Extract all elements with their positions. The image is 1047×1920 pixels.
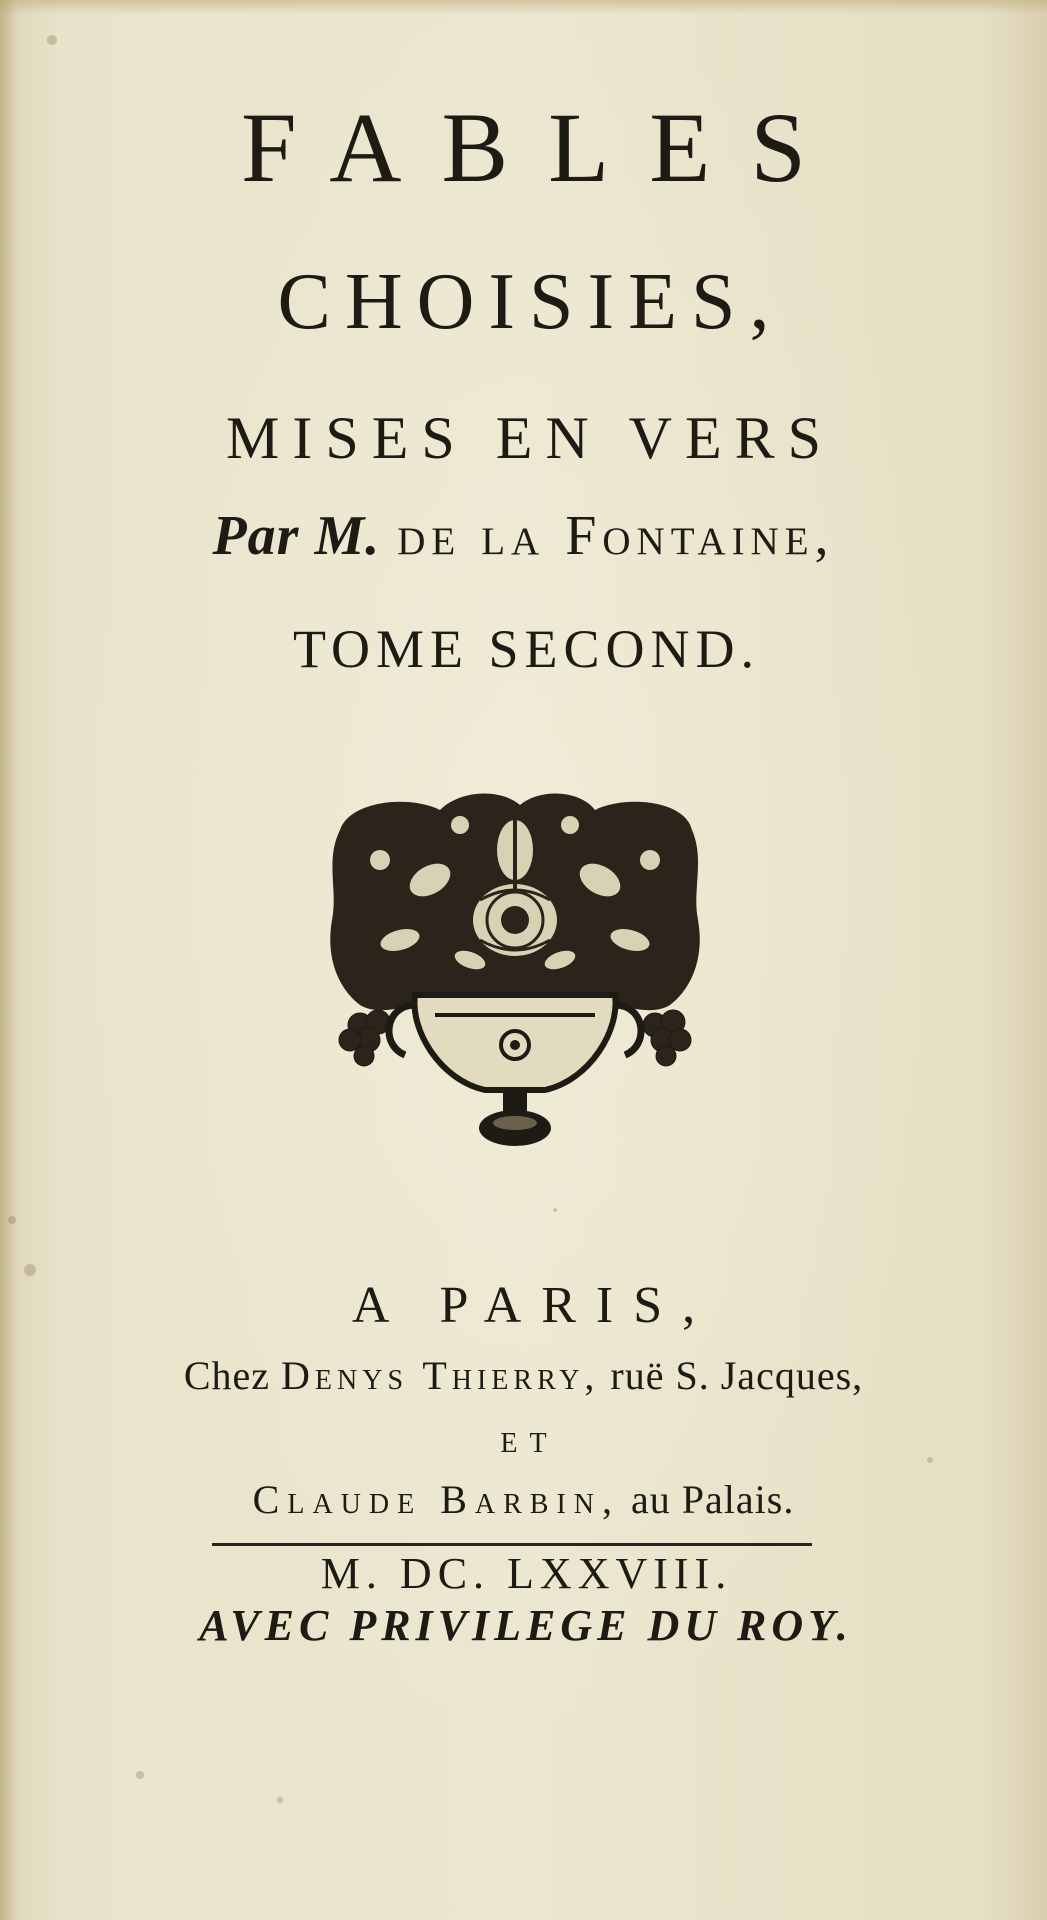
imprint-publisher-2 — [0, 1477, 1047, 1522]
royal-privilege: AVEC PRIVILEGE DU ROY. — [199, 1601, 853, 1650]
divider-rule — [212, 1543, 812, 1546]
publisher-2-name: Claude Barbin, — [252, 1477, 621, 1522]
book-title-main: FABLES — [241, 92, 846, 203]
book-title-line-3: MISES EN VERS — [226, 405, 834, 471]
volume-label: TOME SECOND. — [292, 619, 761, 679]
author-line — [0, 505, 1047, 567]
imprint-date: M. DC. LXXVIII. — [320, 1549, 733, 1598]
imprint-publisher-1 — [0, 1353, 1047, 1398]
publisher-1-name: Denys Thierry, — [281, 1353, 600, 1398]
imprint-conjunction: ET — [500, 1428, 559, 1459]
flower-vase-ornament-icon — [320, 790, 710, 1150]
publisher-1-prefix: Chez — [183, 1353, 271, 1398]
imprint-city: A PARIS, — [351, 1277, 716, 1334]
publisher-2-address: au Palais. — [631, 1477, 795, 1522]
author-name: de la Fontaine, — [397, 505, 835, 567]
page-edge-shadow-top — [0, 0, 1047, 14]
author-prefix: Par M. — [212, 505, 381, 567]
publisher-1-address: ruë S. Jacques, — [610, 1353, 864, 1398]
book-title-line-2: CHOISIES, — [277, 258, 784, 346]
